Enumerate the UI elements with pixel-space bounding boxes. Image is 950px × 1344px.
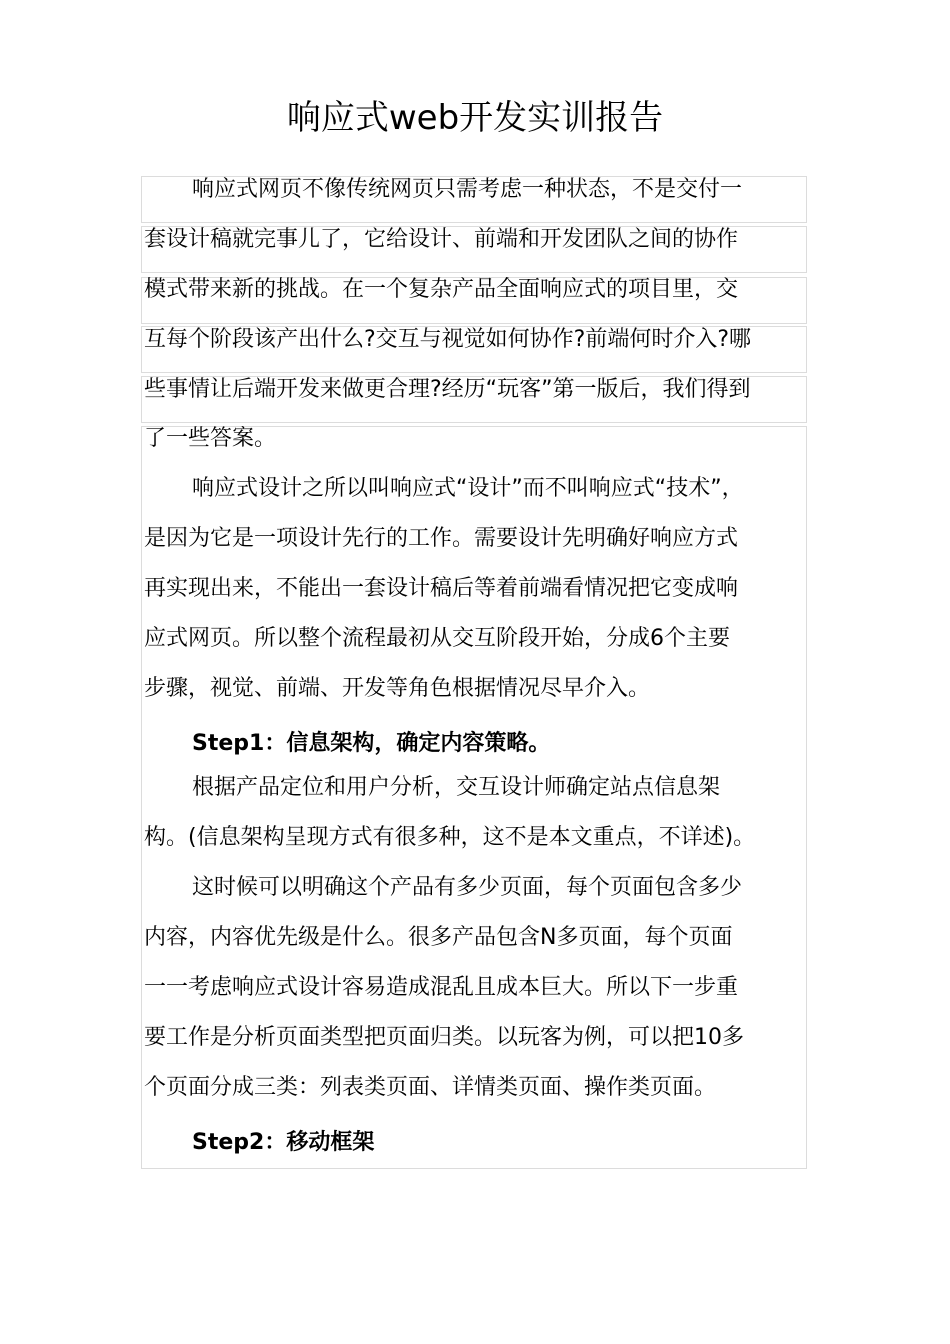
paragraph-line: 模式带来新的挑战。在一个复杂产品全面响应式的项目里，交 bbox=[144, 277, 739, 302]
paragraph-line: 套设计稿就完事儿了，它给设计、前端和开发团队之间的协作 bbox=[144, 227, 739, 252]
paragraph-line: 一一考虑响应式设计容易造成混乱且成本巨大。所以下一步重 bbox=[144, 975, 739, 1000]
paragraph-line: 再实现出来，不能出一套设计稿后等着前端看情况把它变成响 bbox=[144, 576, 739, 601]
paragraph-line: 要工作是分析页面类型把页面归类。以玩客为例，可以把10多 bbox=[144, 1025, 744, 1050]
paragraph-line: 个页面分成三类：列表类页面、详情类页面、操作类页面。 bbox=[144, 1075, 717, 1100]
step1-heading: Step1：信息架构，确定内容策略。 bbox=[192, 731, 551, 756]
paragraph-line: 是因为它是一项设计先行的工作。需要设计先明确好响应方式 bbox=[144, 526, 739, 551]
paragraph-line: 响应式网页不像传统网页只需考虑一种状态，不是交付一 bbox=[192, 177, 743, 202]
paragraph-line: 步骤，视觉、前端、开发等角色根据情况尽早介入。 bbox=[144, 676, 651, 701]
paragraph-line: 根据产品定位和用户分析，交互设计师确定站点信息架 bbox=[192, 775, 721, 800]
paragraph-line: 内容，内容优先级是什么。很多产品包含N多页面，每个页面 bbox=[144, 925, 733, 950]
paragraph-line: 响应式设计之所以叫响应式“设计”而不叫响应式“技术”， bbox=[192, 476, 744, 501]
paragraph-line: 应式网页。所以整个流程最初从交互阶段开始，分成6个主要 bbox=[144, 626, 730, 651]
paragraph-line: 这时候可以明确这个产品有多少页面，每个页面包含多少 bbox=[192, 875, 743, 900]
step2-heading: Step2：移动框架 bbox=[192, 1130, 375, 1155]
page-title: 响应式web开发实训报告 bbox=[286, 98, 664, 138]
paragraph-line: 些事情让后端开发来做更合理?经历“玩客”第一版后，我们得到 bbox=[144, 377, 751, 402]
paragraph-line: 互每个阶段该产出什么?交互与视觉如何协作?前端何时介入?哪 bbox=[144, 327, 752, 352]
paragraph-line: 了一些答案。 bbox=[144, 426, 277, 451]
paragraph-line: 构。(信息架构呈现方式有很多种，这不是本文重点，不详述)。 bbox=[144, 825, 756, 850]
